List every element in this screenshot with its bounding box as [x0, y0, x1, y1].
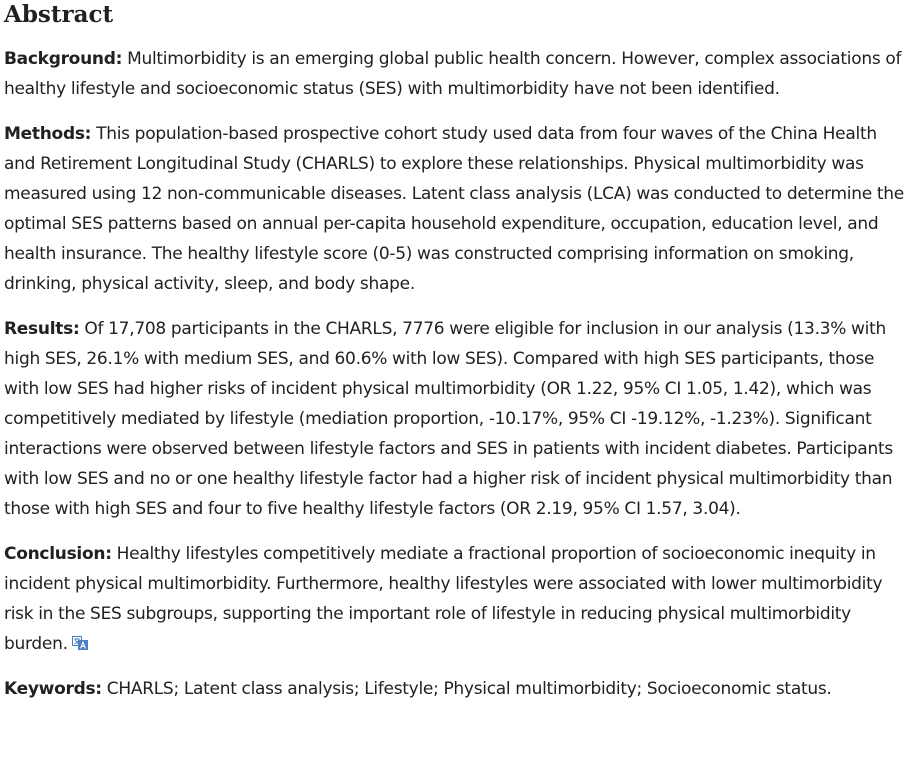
results-label: Results: — [4, 319, 80, 339]
background-text: Multimorbidity is an emerging global public health concern. However, complex associations of healthy lifestyle and socioeconomic status (SES) with multimorbidity have not been identified. — [4, 49, 902, 99]
methods-paragraph — [4, 119, 906, 299]
background-paragraph — [4, 44, 906, 104]
results-paragraph — [4, 314, 906, 524]
conclusion-text: Healthy lifestyles competitively mediate a fractional proportion of socioeconomic inequity in incident physical multimorbidity. Furthermore, healthy lifestyles were associated with lower multimorbidity risk in the SES subgroups, supporting the important role of lifestyle in reducing physical multimorbidity burden. — [4, 544, 883, 654]
methods-label: Methods: — [4, 124, 92, 144]
keywords-paragraph — [4, 674, 906, 704]
keywords-label: Keywords: — [4, 679, 102, 699]
translate-icon[interactable] — [72, 630, 88, 644]
keywords-text: CHARLS; Latent class analysis; Lifestyle; Physical multimorbidity; Socioeconomic status. — [106, 679, 832, 699]
abstract-section — [4, 0, 906, 704]
background-label: Background: — [4, 49, 123, 69]
abstract-heading: Abstract — [4, 1, 114, 28]
conclusion-paragraph — [4, 539, 906, 659]
methods-text: This population-based prospective cohort study used data from four waves of the China Health and Retirement Longitudinal Study (CHARLS) to explore these relationships. Physical multimorbidity was measured using 12 non-communicable diseases. Latent class analysis (LCA) was conducted to determine the optimal SES patterns based on annual per-capita household expenditure, occupation, education level, and health insurance. The healthy lifestyle score (0-5) was constructed comprising information on smoking, drinking, physical activity, sleep, and body shape. — [4, 124, 904, 294]
results-text: Of 17,708 participants in the CHARLS, 7776 were eligible for inclusion in our analysis (13.3% with high SES, 26.1% with medium SES, and 60.6% with low SES). Compared with high SES participants, those with low SES had higher risks of incident physical multimorbidity (OR 1.22, 95% CI 1.05, 1.42), which was competitively mediated by lifestyle (mediation proportion, -10.17%, 95% CI -19.12%, -1.23%). Significant interactions were observed between lifestyle factors and SES in patients with incident diabetes. Participants with low SES and no or one healthy lifestyle factor had a higher risk of incident physical multimorbidity than those with high SES and four to five healthy lifestyle factors (OR 2.19, 95% CI 1.57, 3.04). — [4, 319, 893, 519]
conclusion-label: Conclusion: — [4, 544, 112, 564]
